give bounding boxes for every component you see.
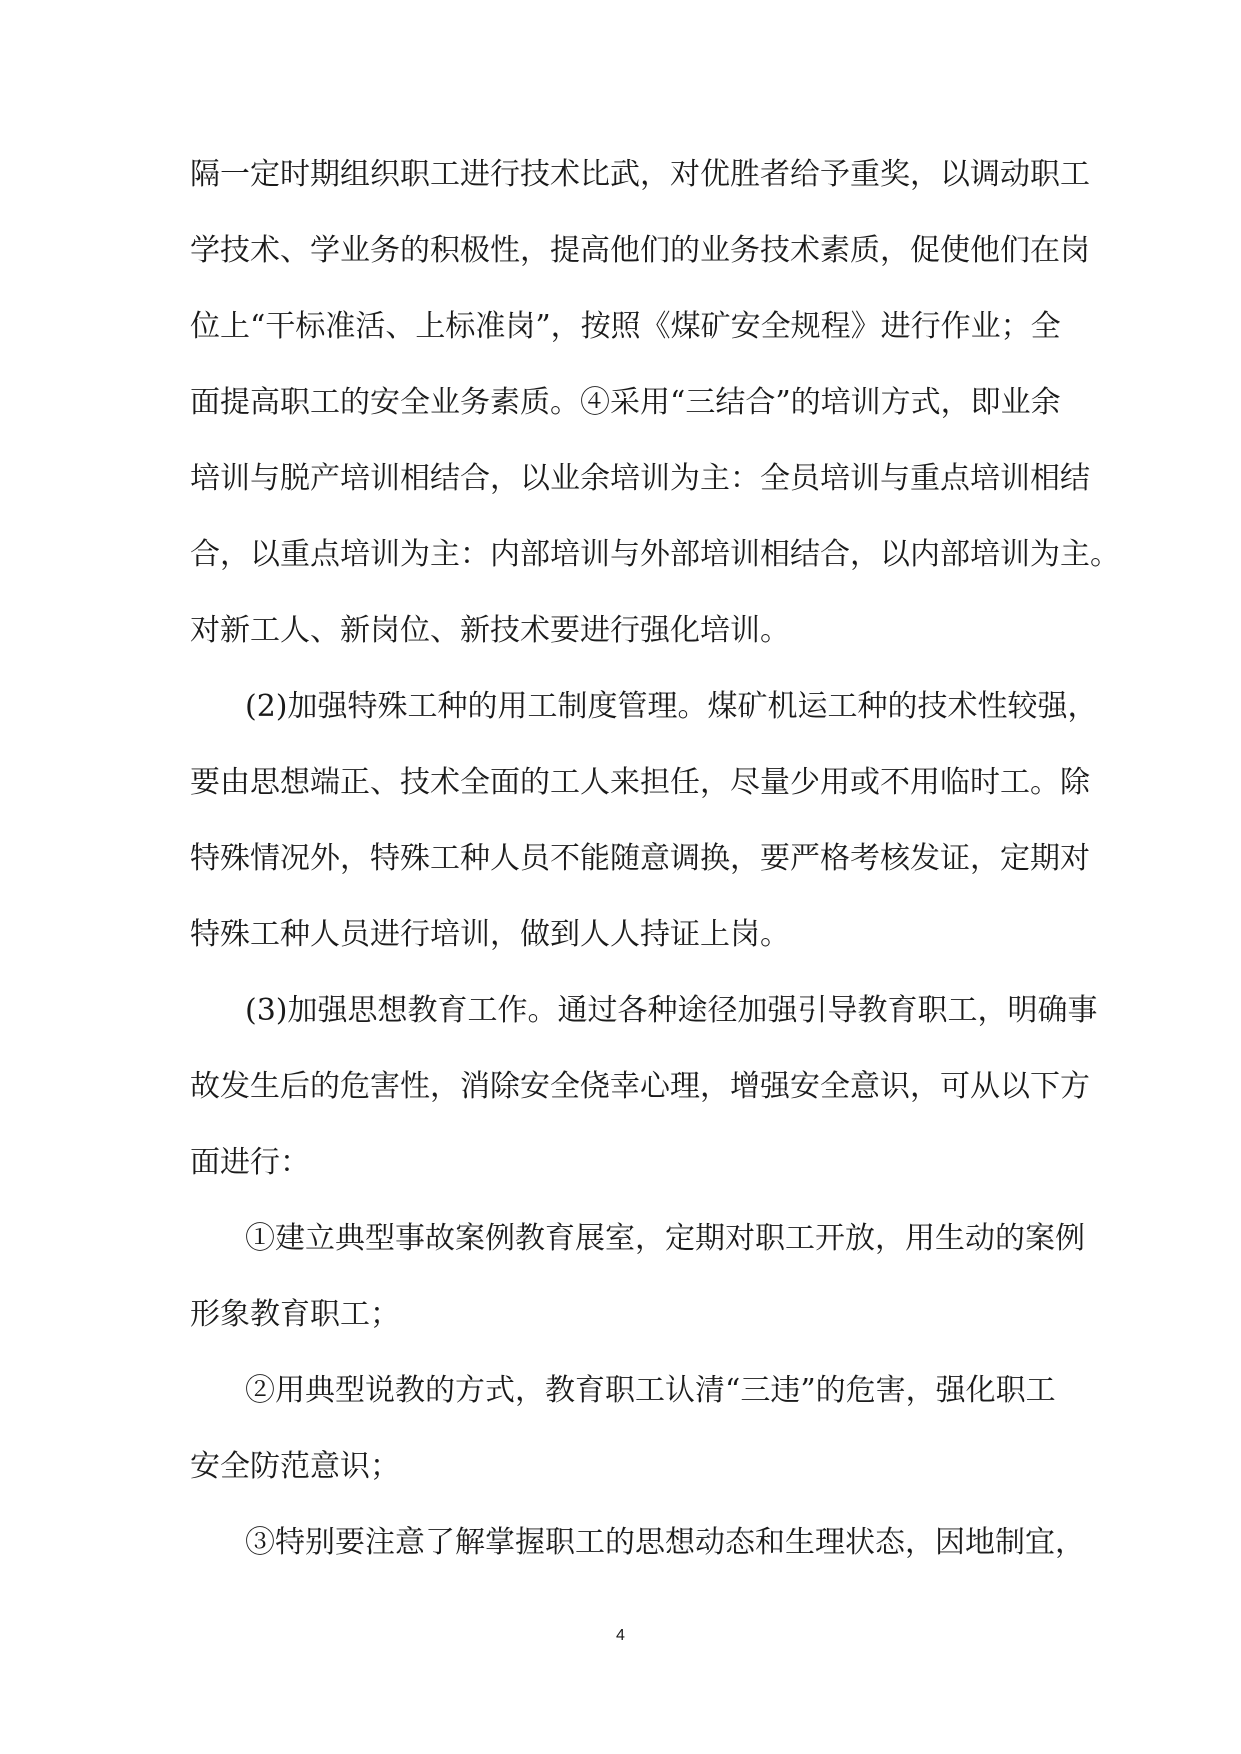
paragraph-start-line: (2)加强特殊工种的用工制度管理。煤矿机运工种的技术性较强， — [245, 689, 1098, 724]
text-line: 合，以重点培训为主：内部培训与外部培训相结合，以内部培训为主。 — [190, 537, 1120, 572]
body-text — [190, 148, 1120, 1592]
paragraph-start-line: ①建立典型事故案例教育展室，定期对职工开放，用生动的案例 — [245, 1221, 1085, 1256]
text-line: 形象教育职工； — [190, 1297, 400, 1332]
text-line: 学技术、学业务的积极性，提高他们的业务技术素质，促使他们在岗 — [190, 233, 1090, 268]
page-number: 4 — [616, 1627, 625, 1644]
text-line: 特殊工种人员进行培训，做到人人持证上岗。 — [190, 917, 790, 952]
paragraph-start-line: (3)加强思想教育工作。通过各种途径加强引导教育职工，明确事 — [245, 993, 1098, 1028]
paragraph-start-line: ②用典型说教的方式，教育职工认清“三违”的危害，强化职工 — [245, 1373, 1056, 1408]
text-line: 面提高职工的安全业务素质。④采用“三结合”的培训方式，即业余 — [190, 385, 1061, 420]
text-line: 要由思想端正、技术全面的工人来担任，尽量少用或不用临时工。除 — [190, 765, 1090, 800]
text-line: 隔一定时期组织职工进行技术比武，对优胜者给予重奖，以调动职工 — [190, 157, 1090, 192]
text-line: 位上“干标准活、上标准岗”，按照《煤矿安全规程》进行作业；全 — [190, 309, 1061, 344]
paragraph-start-line: ③特别要注意了解掌握职工的思想动态和生理状态，因地制宜， — [245, 1525, 1085, 1560]
text-line: 培训与脱产培训相结合，以业余培训为主：全员培训与重点培训相结 — [190, 461, 1090, 496]
text-line: 安全防范意识； — [190, 1449, 400, 1484]
text-line: 特殊情况外，特殊工种人员不能随意调换，要严格考核发证，定期对 — [190, 841, 1090, 876]
text-line: 对新工人、新岗位、新技术要进行强化培训。 — [190, 613, 790, 648]
text-line: 故发生后的危害性，消除安全侥幸心理，增强安全意识，可从以下方 — [190, 1069, 1090, 1104]
text-line: 面进行： — [190, 1145, 310, 1180]
